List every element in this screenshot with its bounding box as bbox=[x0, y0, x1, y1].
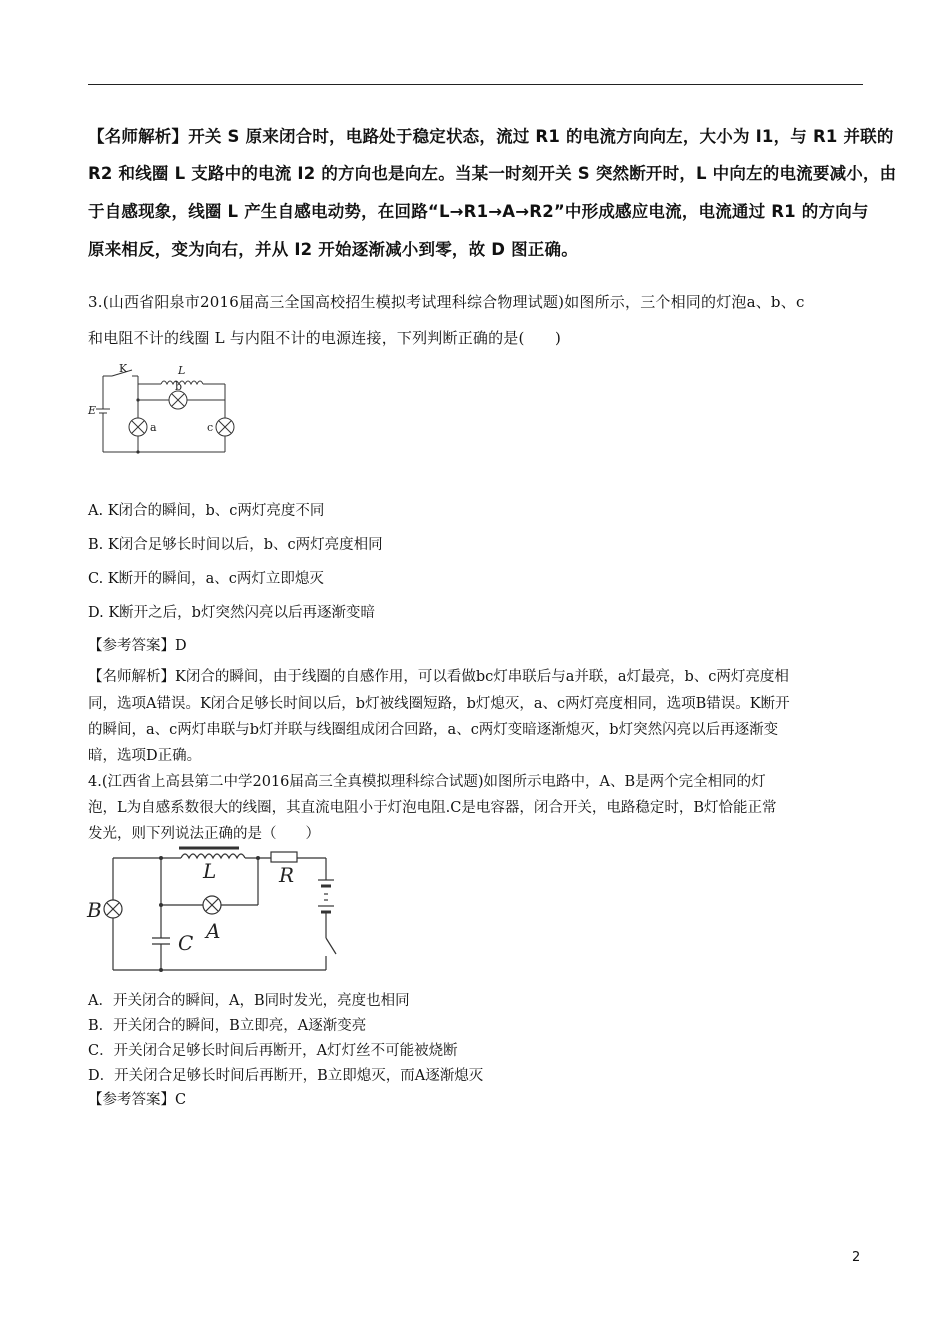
header-rule bbox=[88, 84, 863, 85]
q4-circuit-figure bbox=[86, 838, 356, 978]
q3-label-e: E bbox=[88, 404, 97, 417]
q4-answer: 【参考答案】C bbox=[88, 1092, 187, 1108]
q3-label-c: c bbox=[207, 421, 214, 434]
q4-stem-line-3: 发光，则下列说法正确的是（ ） bbox=[88, 826, 320, 842]
analysis-line-2: R2 和线圈 L 支路中的电流 I2 的方向也是向左。当某一时刻开关 S 突然断开时，L 中向左的电流要减小，由 bbox=[88, 164, 897, 183]
q3-option-c: C. K断开的瞬间，a、c两灯立即熄灭 bbox=[88, 571, 324, 587]
q4-option-a: A．开关闭合的瞬间，A，B同时发光，亮度也相同 bbox=[88, 993, 410, 1009]
q3-analysis-line-3: 的瞬间，a、c两灯串联与b灯并联与线圈组成闭合回路，a、c两灯变暗逐渐熄灭，b灯突然闪亮以后再逐渐变 bbox=[88, 722, 779, 738]
q3-label-b: b bbox=[175, 380, 183, 393]
q3-option-b: B. K闭合足够长时间以后，b、c两灯亮度相同 bbox=[88, 537, 383, 553]
q4-label-a: A bbox=[206, 919, 221, 943]
q4-stem-line-1: 4.(江西省上高县第二中学2016届高三全真模拟理科综合试题)如图所示电路中，A、B是两个完全相同的灯 bbox=[88, 774, 766, 790]
q3-circuit-figure bbox=[86, 362, 246, 458]
q4-option-c: C．开关闭合足够长时间后再断开，A灯灯丝不可能被烧断 bbox=[88, 1043, 458, 1059]
q3-label-k: K bbox=[119, 362, 128, 375]
q4-label-c: C bbox=[178, 931, 194, 955]
q3-analysis-line-4: 暗，选项D正确。 bbox=[88, 748, 202, 764]
q3-analysis-line-1: 【名师解析】K闭合的瞬间，由于线圈的自感作用，可以看做bc灯串联后与a并联，a灯最亮，b、c两灯亮度相 bbox=[88, 669, 789, 685]
q3-answer: 【参考答案】D bbox=[88, 638, 187, 654]
analysis-line-1: 【名师解析】开关 S 原来闭合时，电路处于稳定状态，流过 R1 的电流方向向左，大小为 I1，与 R1 并联的 bbox=[88, 127, 894, 146]
q4-option-b: B．开关闭合的瞬间，B立即亮，A逐渐变亮 bbox=[88, 1018, 367, 1034]
q3-option-d: D. K断开之后，b灯突然闪亮以后再逐渐变暗 bbox=[88, 605, 375, 621]
q3-label-l: L bbox=[178, 364, 186, 377]
q3-option-a: A. K闭合的瞬间，b、c两灯亮度不同 bbox=[88, 503, 325, 519]
q4-label-b: B bbox=[87, 898, 102, 922]
q3-stem-line-2: 和电阻不计的线圈 L 与内阻不计的电源连接，下列判断正确的是( ) bbox=[88, 329, 562, 347]
q4-label-l: L bbox=[203, 859, 217, 883]
q4-option-d: D．开关闭合足够长时间后再断开，B立即熄灭，而A逐渐熄灭 bbox=[88, 1068, 484, 1084]
q3-label-a: a bbox=[150, 421, 157, 434]
analysis-line-4: 原来相反，变为向右，并从 I2 开始逐渐减小到零，故 D 图正确。 bbox=[88, 240, 578, 259]
q4-label-r: R bbox=[279, 863, 295, 887]
q4-stem-line-2: 泡，L为自感系数很大的线圈，其直流电阻小于灯泡电阻.C是电容器，闭合开关，电路稳定时，B灯恰能正常 bbox=[88, 800, 777, 816]
page-number: 2 bbox=[852, 1250, 861, 1265]
q3-stem-line-1: 3.(山西省阳泉市2016届高三全国高校招生模拟考试理科综合物理试题)如图所示，三个相同的灯泡a、b、c bbox=[88, 293, 805, 311]
q3-analysis-line-2: 同，选项A错误。K闭合足够长时间以后，b灯被线圈短路，b灯熄灭，a、c两灯亮度相同，选项B错误。K断开 bbox=[88, 696, 790, 712]
analysis-line-3: 于自感现象，线圈 L 产生自感电动势，在回路“L→R1→A→R2”中形成感应电流，电流通过 R1 的方向与 bbox=[88, 202, 869, 221]
